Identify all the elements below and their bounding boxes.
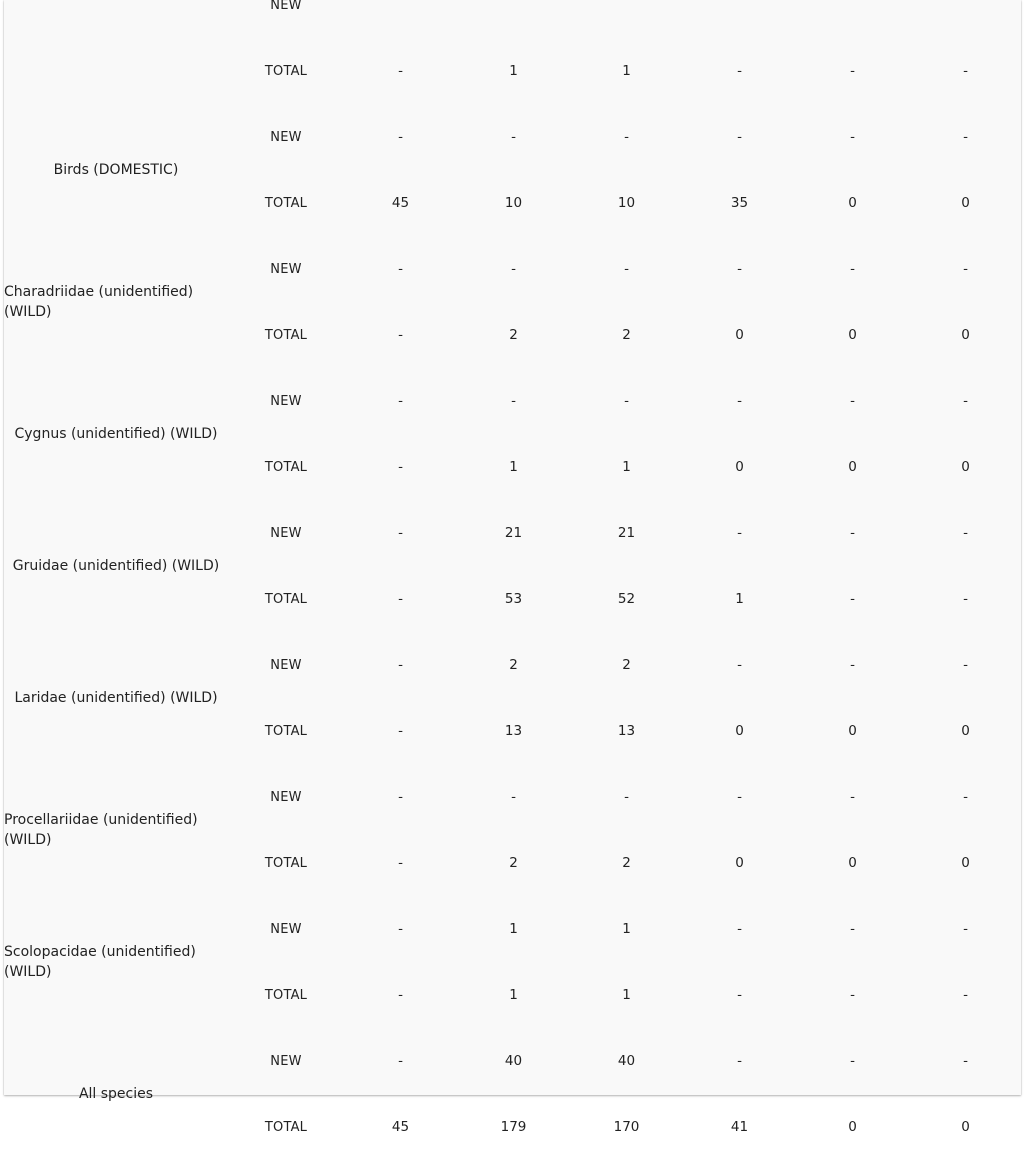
- table-cell: -: [398, 723, 403, 739]
- table-cell: 1: [735, 591, 744, 607]
- table-cell: 13: [617, 723, 636, 739]
- table-cell: -: [850, 987, 855, 1003]
- row-kind-label: NEW: [270, 261, 302, 277]
- table-cell: 0: [735, 327, 744, 343]
- table-cell: 0: [848, 459, 857, 475]
- table-cell: 45: [391, 195, 410, 211]
- row-kind-label: TOTAL: [264, 195, 308, 211]
- table-cell: -: [963, 63, 968, 79]
- table-cell: 21: [504, 525, 523, 541]
- row-kind-label: TOTAL: [264, 987, 308, 1003]
- table-cell: -: [398, 921, 403, 937]
- table-cell: [570, 0, 683, 38]
- table-cell: 0: [848, 327, 857, 343]
- table-cell: -: [737, 789, 742, 805]
- table-cell: -: [737, 63, 742, 79]
- table-row-new: [4, 764, 1022, 830]
- table-cell: -: [398, 327, 403, 343]
- table-cell: -: [398, 657, 403, 673]
- table-cell: [796, 0, 909, 38]
- table-cell: 21: [617, 525, 636, 541]
- row-kind-label: TOTAL: [264, 855, 308, 871]
- table-cell: 1: [509, 921, 518, 937]
- table-cell: [344, 0, 457, 38]
- table-row-new: [4, 236, 1022, 302]
- table-cell: -: [398, 1053, 403, 1069]
- species-name: Cygnus (unidentified) (WILD): [14, 426, 218, 442]
- table-cell: -: [398, 261, 403, 277]
- table-cell: -: [398, 987, 403, 1003]
- table-cell: -: [850, 261, 855, 277]
- table-cell: 0: [735, 723, 744, 739]
- table-cell: 0: [961, 195, 970, 211]
- table-cell: 2: [622, 327, 631, 343]
- table-cell: -: [850, 393, 855, 409]
- report-body: [4, 0, 1022, 1160]
- row-kind-label: TOTAL: [264, 327, 308, 343]
- table-cell: -: [850, 789, 855, 805]
- table-cell: 1: [509, 459, 518, 475]
- table-row-new: [4, 104, 1022, 170]
- table-cell: -: [511, 129, 516, 145]
- table-cell: 0: [848, 855, 857, 871]
- table-cell: -: [963, 525, 968, 541]
- table-cell: 52: [617, 591, 636, 607]
- table-cell: -: [398, 789, 403, 805]
- table-cell: -: [737, 261, 742, 277]
- table-cell: [909, 0, 1022, 38]
- table-cell: -: [398, 855, 403, 871]
- species-name: [4, 0, 228, 104]
- table-cell: 40: [504, 1053, 523, 1069]
- table-cell: -: [963, 1053, 968, 1069]
- table-cell: -: [737, 129, 742, 145]
- table-cell: -: [737, 393, 742, 409]
- table-cell: -: [511, 393, 516, 409]
- table-cell: 0: [961, 459, 970, 475]
- table-cell: 40: [617, 1053, 636, 1069]
- table-cell: -: [624, 261, 629, 277]
- table-cell: -: [963, 129, 968, 145]
- row-kind-label: NEW: [270, 0, 302, 13]
- table-cell: 45: [391, 1119, 410, 1135]
- table-cell: -: [963, 591, 968, 607]
- table-cell: -: [398, 459, 403, 475]
- table-cell: -: [398, 393, 403, 409]
- table-cell: -: [963, 657, 968, 673]
- species-name: Laridae (unidentified) (WILD): [14, 690, 218, 706]
- table-cell: -: [850, 129, 855, 145]
- table-cell: 10: [504, 195, 523, 211]
- table-cell: -: [963, 789, 968, 805]
- row-kind-label: TOTAL: [264, 591, 308, 607]
- table-cell: 35: [730, 195, 749, 211]
- row-kind-label: TOTAL: [264, 1119, 308, 1135]
- row-kind-label: NEW: [270, 129, 302, 145]
- table-cell: 2: [509, 657, 518, 673]
- table-cell: -: [850, 1053, 855, 1069]
- table-cell: -: [850, 921, 855, 937]
- report-panel: [4, 0, 1021, 1135]
- table-cell: 179: [500, 1119, 527, 1135]
- table-cell: -: [624, 393, 629, 409]
- table-row-new: [4, 632, 1022, 698]
- species-name: Birds (DOMESTIC): [53, 162, 179, 178]
- row-kind-label: TOTAL: [264, 723, 308, 739]
- row-kind-label: NEW: [270, 921, 302, 937]
- table-cell: 1: [509, 987, 518, 1003]
- species-name: Gruidae (unidentified) (WILD): [12, 558, 220, 574]
- table-cell: 1: [509, 63, 518, 79]
- table-cell: -: [737, 657, 742, 673]
- table-cell: 0: [848, 195, 857, 211]
- table-cell: 53: [504, 591, 523, 607]
- table-cell: -: [398, 129, 403, 145]
- table-cell: -: [963, 921, 968, 937]
- table-cell: 0: [961, 723, 970, 739]
- table-cell: -: [737, 1053, 742, 1069]
- table-cell: 1: [622, 459, 631, 475]
- row-kind-label: NEW: [270, 1053, 302, 1069]
- table-cell: 2: [622, 657, 631, 673]
- species-name: All species: [78, 1086, 154, 1102]
- table-cell: 41: [730, 1119, 749, 1135]
- table-cell: 0: [735, 459, 744, 475]
- table-cell: -: [398, 591, 403, 607]
- table-cell: 0: [735, 855, 744, 871]
- table-cell: 2: [509, 855, 518, 871]
- species-name: Procellariidae (unidentified) (WILD): [4, 812, 198, 848]
- table-cell: -: [624, 789, 629, 805]
- table-cell: 0: [848, 723, 857, 739]
- table-cell: -: [511, 261, 516, 277]
- row-kind-label: NEW: [270, 525, 302, 541]
- table-cell: -: [850, 591, 855, 607]
- table-cell: 2: [622, 855, 631, 871]
- table-cell: 2: [509, 327, 518, 343]
- row-kind-label: NEW: [270, 393, 302, 409]
- table-cell: -: [737, 921, 742, 937]
- row-kind-label: NEW: [270, 789, 302, 805]
- table-cell: -: [624, 129, 629, 145]
- table-cell: -: [963, 261, 968, 277]
- row-kind-label: TOTAL: [264, 459, 308, 475]
- table-cell: -: [511, 789, 516, 805]
- table-cell: 0: [848, 1119, 857, 1135]
- table-cell: [457, 0, 570, 38]
- table-cell: 1: [622, 63, 631, 79]
- table-cell: -: [737, 525, 742, 541]
- table-cell: -: [398, 63, 403, 79]
- table-row-new: [4, 0, 1022, 38]
- table-cell: 170: [613, 1119, 640, 1135]
- table-cell: 0: [961, 327, 970, 343]
- table-cell: 1: [622, 921, 631, 937]
- table-cell: -: [850, 657, 855, 673]
- species-report-table: [4, 0, 1022, 1160]
- table-cell: -: [963, 987, 968, 1003]
- row-kind-label: TOTAL: [264, 63, 308, 79]
- table-cell: -: [850, 525, 855, 541]
- table-row-new: [4, 368, 1022, 434]
- table-cell: 0: [961, 1119, 970, 1135]
- table-row-new: [4, 500, 1022, 566]
- table-cell: 1: [622, 987, 631, 1003]
- table-cell: -: [398, 525, 403, 541]
- table-row-new: [4, 896, 1022, 962]
- table-cell: -: [850, 63, 855, 79]
- table-row-new: [4, 1028, 1022, 1094]
- table-cell: -: [737, 987, 742, 1003]
- table-cell: 13: [504, 723, 523, 739]
- table-cell: -: [963, 393, 968, 409]
- table-cell: [683, 0, 796, 38]
- species-name: Scolopacidae (unidentified) (WILD): [4, 944, 196, 980]
- species-name: Charadriidae (unidentified) (WILD): [4, 284, 194, 320]
- table-cell: 0: [961, 855, 970, 871]
- row-kind-label: NEW: [270, 657, 302, 673]
- table-cell: 10: [617, 195, 636, 211]
